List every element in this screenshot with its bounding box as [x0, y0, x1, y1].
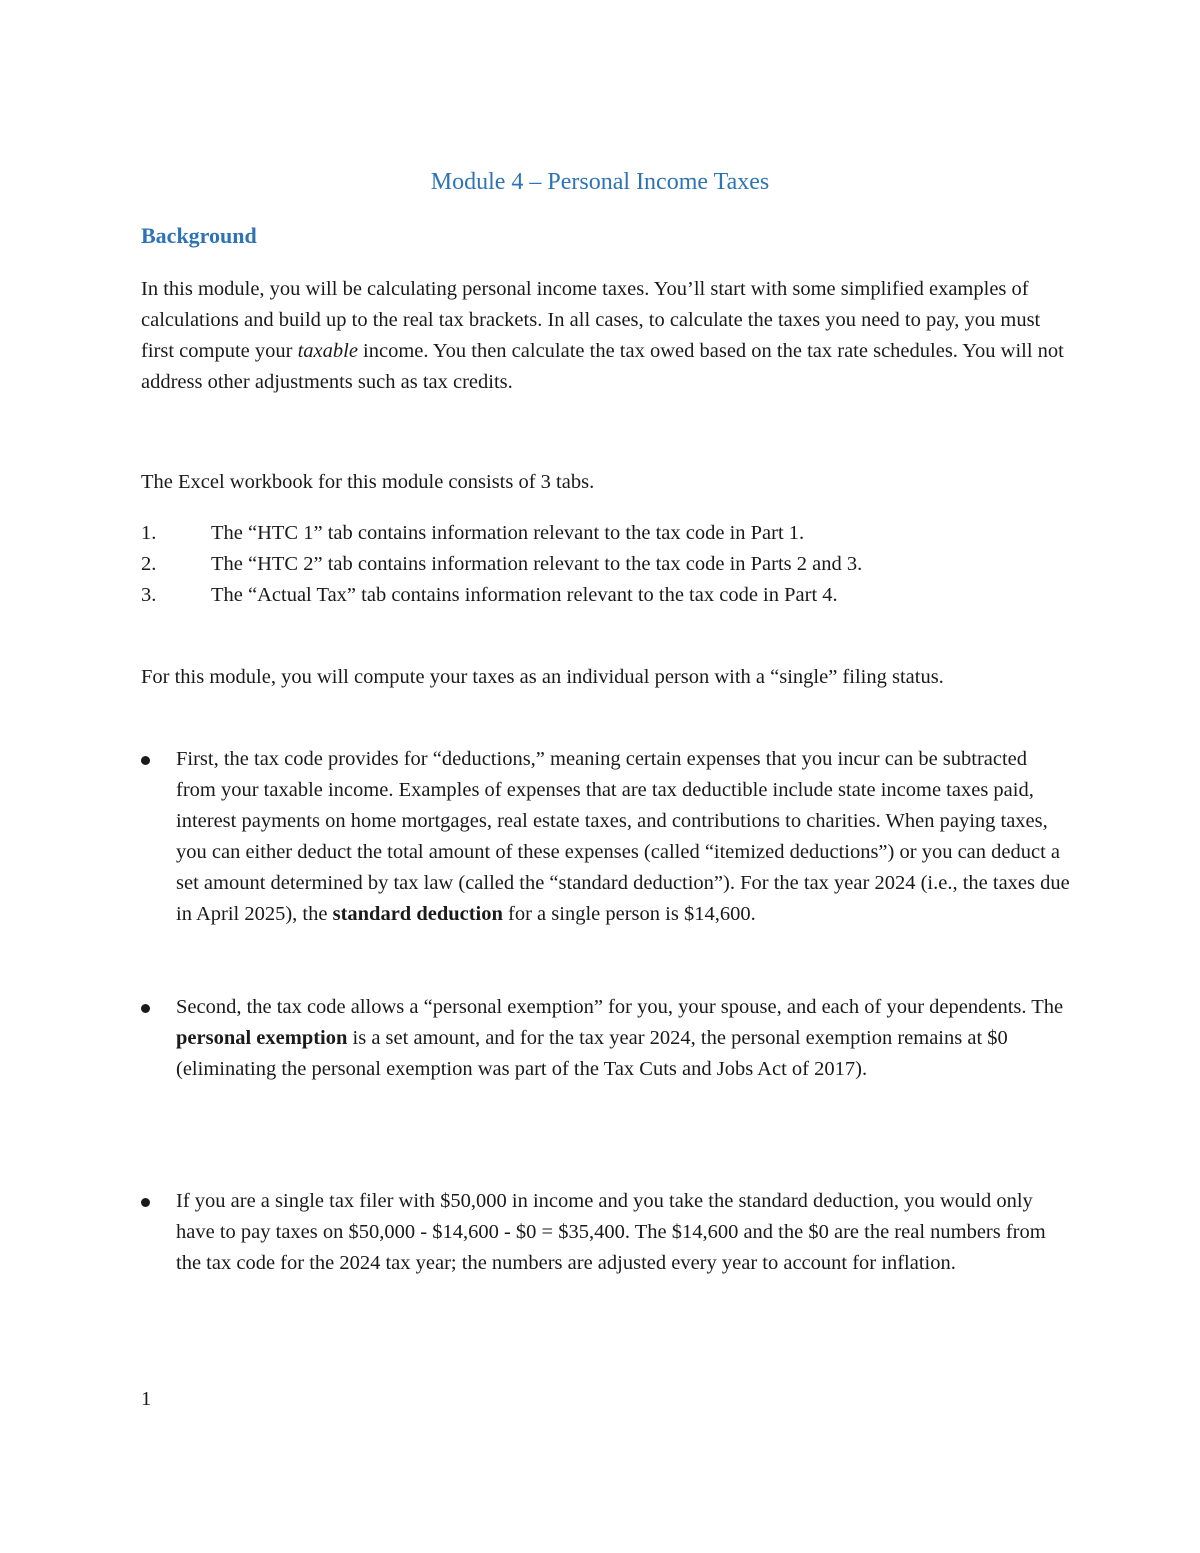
bullet-icon [141, 756, 150, 765]
section-heading-background: Background [141, 223, 257, 248]
intro-text-italic: taxable [297, 340, 358, 362]
list-item-number: 2. [141, 553, 157, 575]
list-item-text: The “HTC 2” tab contains information relevant to the tax code in Parts 2 and 3. [211, 553, 863, 575]
bullet-text-before: Second, the tax code allows a “personal exemption” for you, your spouse, and each of your dependents. The [176, 996, 1064, 1018]
bullet-icon [141, 1198, 150, 1207]
bullet-text-example [176, 1186, 1071, 1279]
intro-text-part2: income. You then calculate the tax owed based on the tax rate schedules. You will not address other adjustments such as tax credits. [141, 340, 1064, 393]
workbook-intro-paragraph: The Excel workbook for this module consists of 3 tabs. [141, 471, 595, 493]
bullet-icon [141, 1004, 150, 1013]
bullet-text-before: If you are a single tax filer with $50,000 in income and you take the standard deduction, you would only have to pay taxes on $50,000 - $14,600 - $0 = $35,400. The $14,600 and the $0 are the real numbers from the tax code for the 2024 tax year; the numbers are adjusted every year to account for inflation. [176, 1190, 1046, 1274]
filing-status-paragraph: For this module, you will compute your taxes as an individual person with a “single” filing status. [141, 666, 944, 688]
intro-paragraph [141, 274, 1071, 398]
bullet-text-after: is a set amount, and for the tax year 2024, the personal exemption remains at $0 (eliminating the personal exemption was part of the Tax Cuts and Jobs Act of 2017). [176, 1027, 1008, 1080]
bullet-text-deductions [176, 744, 1071, 930]
document-title: Module 4 – Personal Income Taxes [430, 169, 770, 195]
bullet-text-before: First, the tax code provides for “deductions,” meaning certain expenses that you incur can be subtracted from your taxable income. Examples of expenses that are tax deductible include state income taxes paid, interest payments on home mortgages, real estate taxes, and contributions to charities. When paying taxes, you can either deduct the total amount of these expenses (called “itemized deductions”) or you can deduct a set amount determined by tax law (called the “standard deduction”). For the tax year 2024 (i.e., the taxes due in April 2025), the [176, 748, 1070, 925]
list-item-number: 3. [141, 584, 157, 606]
bullet-text-exemption [176, 992, 1071, 1085]
intro-text-part1: In this module, you will be calculating personal income taxes. You’ll start with some simplified examples of calculations and build up to the real tax brackets. In all cases, to calculate the taxes you need to pay, you must first compute your [141, 278, 1041, 362]
bullet-text-after: for a single person is $14,600. [502, 903, 756, 925]
list-item-text: The “HTC 1” tab contains information relevant to the tax code in Part 1. [211, 522, 805, 544]
list-item-text: The “Actual Tax” tab contains information relevant to the tax code in Part 4. [211, 584, 838, 606]
bullet-text-bold: personal exemption [176, 1027, 348, 1049]
bullet-text-bold: standard deduction [332, 903, 503, 925]
list-item-number: 1. [141, 522, 157, 544]
page-number: 1 [141, 1388, 152, 1410]
